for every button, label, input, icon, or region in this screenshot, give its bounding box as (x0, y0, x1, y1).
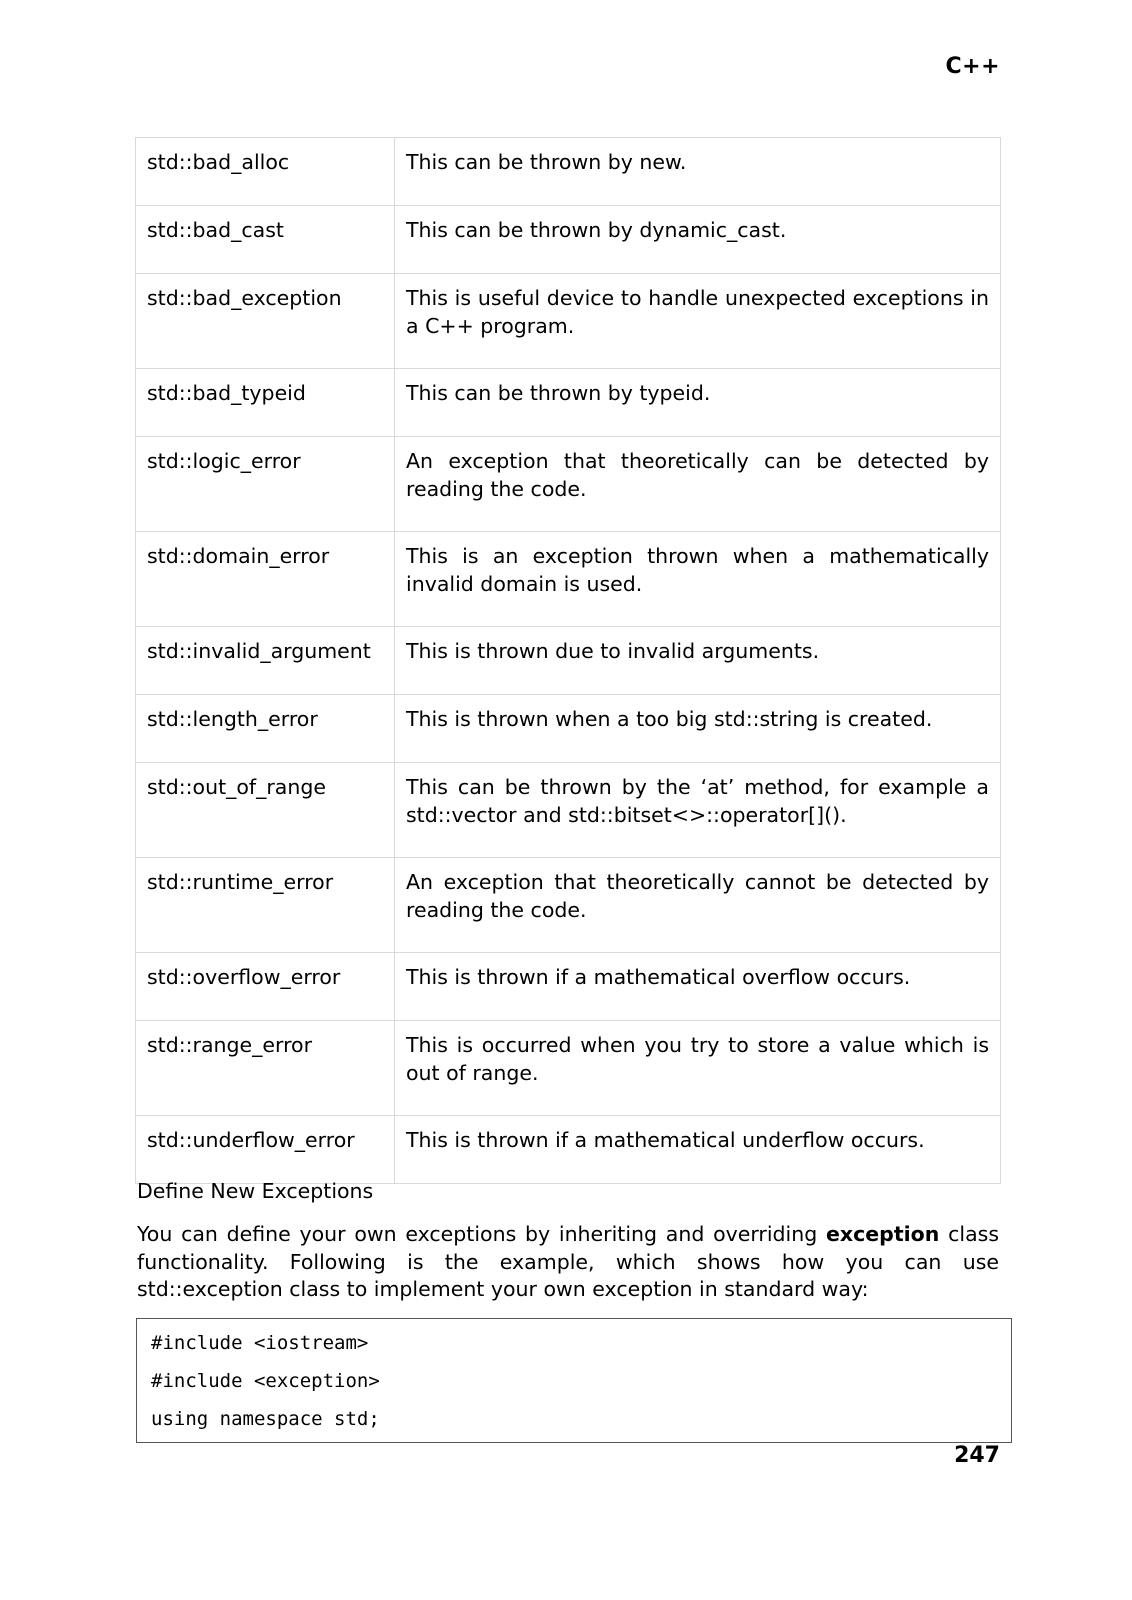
exception-name: std::out_of_range (136, 763, 395, 858)
exception-name: std::invalid_argument (136, 627, 395, 695)
table-row (136, 695, 1001, 763)
exception-description: An exception that theoretically cannot be detected by reading the code. (395, 858, 1001, 953)
exception-description: This can be thrown by the ‘at’ method, for example a std::vector and std::bitset<>::operator[](). (395, 763, 1001, 858)
exception-name: std::range_error (136, 1021, 395, 1116)
exception-description: This is useful device to handle unexpected exceptions in a C++ program. (395, 274, 1001, 369)
exceptions-table (135, 137, 1001, 1184)
exception-description: This is an exception thrown when a mathematically invalid domain is used. (395, 532, 1001, 627)
paragraph-bold-term: exception (826, 1222, 940, 1246)
code-line: #include <exception> (151, 1370, 380, 1392)
exception-name: std::bad_alloc (136, 138, 395, 206)
table-row (136, 369, 1001, 437)
code-line: using namespace std; (151, 1408, 380, 1430)
paragraph-text-start: You can define your own exceptions by inheriting and overriding (137, 1222, 826, 1246)
code-block (136, 1318, 1012, 1443)
body-paragraph (137, 1221, 999, 1304)
table-row (136, 627, 1001, 695)
section-title: Define New Exceptions (137, 1179, 374, 1203)
page-number: 247 (954, 1443, 1000, 1468)
exception-name: std::bad_exception (136, 274, 395, 369)
table-row (136, 858, 1001, 953)
table-row (136, 437, 1001, 532)
exception-description: This is thrown when a too big std::string is created. (395, 695, 1001, 763)
table-row (136, 1021, 1001, 1116)
exception-name: std::bad_cast (136, 206, 395, 274)
exception-name: std::underflow_error (136, 1116, 395, 1184)
exception-name: std::logic_error (136, 437, 395, 532)
exception-name: std::length_error (136, 695, 395, 763)
exception-description: This is thrown if a mathematical overflow occurs. (395, 953, 1001, 1021)
code-line: #include <iostream> (151, 1332, 369, 1354)
table-row (136, 138, 1001, 206)
exception-name: std::domain_error (136, 532, 395, 627)
exception-description: This is thrown if a mathematical underflow occurs. (395, 1116, 1001, 1184)
table-row (136, 953, 1001, 1021)
table-row (136, 763, 1001, 858)
table-row (136, 1116, 1001, 1184)
exception-description: This can be thrown by dynamic_cast. (395, 206, 1001, 274)
exception-name: std::bad_typeid (136, 369, 395, 437)
table-row (136, 274, 1001, 369)
exception-description: This can be thrown by new. (395, 138, 1001, 206)
exception-description: This is occurred when you try to store a value which is out of range. (395, 1021, 1001, 1116)
exception-name: std::overflow_error (136, 953, 395, 1021)
paragraph-text-end: class functionality. Following is the example, which shows how you can use std::exception class to implement your own exception in standard way: (137, 1222, 1000, 1301)
table-row (136, 532, 1001, 627)
exception-name: std::runtime_error (136, 858, 395, 953)
exception-description: An exception that theoretically can be detected by reading the code. (395, 437, 1001, 532)
running-header: C++ (945, 54, 1000, 79)
exception-description: This is thrown due to invalid arguments. (395, 627, 1001, 695)
table-row (136, 206, 1001, 274)
exception-description: This can be thrown by typeid. (395, 369, 1001, 437)
